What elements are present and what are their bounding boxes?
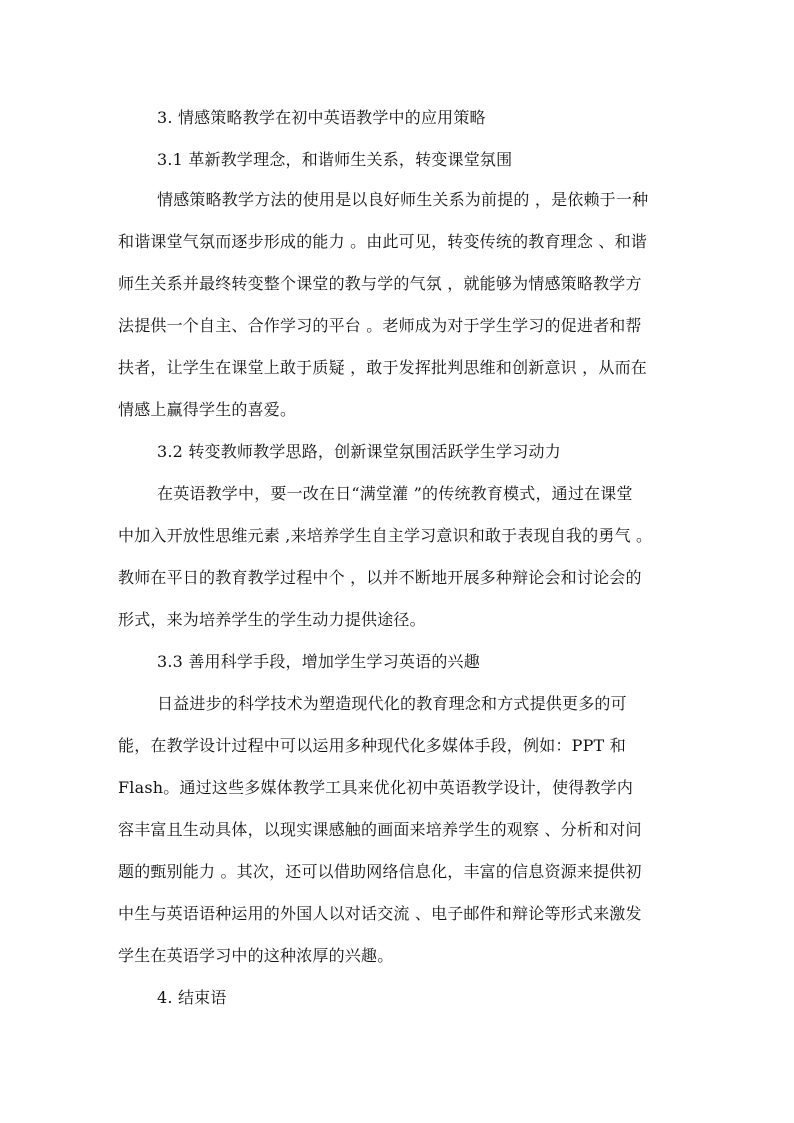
paragraph-3-3-line: 学生在英语学习中的这种浓厚的兴趣。	[118, 946, 394, 965]
paragraph-3-3-line: Flash。通过这些多媒体教学工具来优化初中英语教学设计，使得教学内	[118, 778, 634, 797]
section-4-heading: 4. 结束语	[157, 988, 227, 1007]
subsection-3-2-heading: 3.2 转变教师教学思路，创新课堂氛围活跃学生学习动力	[157, 442, 561, 461]
paragraph-3-1-line: 法提供一个自主、合作学习的平台 。老师成为对于学生学习的促进者和帮	[118, 316, 642, 335]
paragraph-3-1-line: 师生关系并最终转变整个课堂的教与学的气氛 ，就能够为情感策略教学方	[118, 274, 642, 293]
paragraph-3-3-line: 题的甄别能力 。其次，还可以借助网络信息化，丰富的信息资源来提供初	[118, 862, 642, 881]
paragraph-3-3-line: 中生与英语语种运用的外国人以对话交流 、电子邮件和辩论等形式来激发	[118, 904, 642, 923]
subsection-3-1-heading: 3.1 革新教学理念，和谐师生关系，转变课堂氛围	[157, 150, 513, 169]
paragraph-3-2-line: 教师在平日的教育教学过程中个 ，以并不断地开展多种辩论会和讨论会的	[118, 568, 642, 587]
paragraph-3-3-line: 能，在教学设计过程中可以运用多种现代化多媒体手段，例如：PPT 和	[118, 736, 626, 755]
paragraph-3-2-line: 形式，来为培养学生的学生动力提供途径。	[118, 610, 426, 629]
paragraph-3-2-line: 在英语教学中，要一改在日“满堂灌 ”的传统教育模式，通过在课堂	[157, 484, 633, 503]
section-3-heading: 3. 情感策略教学在初中英语教学中的应用策略	[157, 108, 486, 127]
paragraph-3-1-line: 和谐课堂气氛而逐步形成的能力 。由此可见，转变传统的教育理念 、和谐	[118, 232, 647, 251]
subsection-3-3-heading: 3.3 善用科学手段，增加学生学习英语的兴趣	[157, 652, 480, 671]
paragraph-3-1-line: 情感上赢得学生的喜爱。	[118, 400, 297, 419]
paragraph-3-3-line: 日益进步的科学技术为塑造现代化的教育理念和方式提供更多的可	[157, 694, 627, 713]
paragraph-3-1-line: 扶者，让学生在课堂上敢于质疑 ，敢于发挥批判思维和创新意识 ，从而在	[118, 358, 647, 377]
paragraph-3-2-line: 中加入开放性思维元素 ,来培养学生自主学习意识和敢于表现自我的勇气 。	[118, 526, 653, 545]
paragraph-3-3-line: 容丰富且生动具体，以现实课感触的画面来培养学生的观察 、分析和对问	[118, 820, 642, 839]
paragraph-3-1-line: 情感策略教学方法的使用是以良好师生关系为前提的 ，是依赖于一种	[157, 190, 649, 209]
